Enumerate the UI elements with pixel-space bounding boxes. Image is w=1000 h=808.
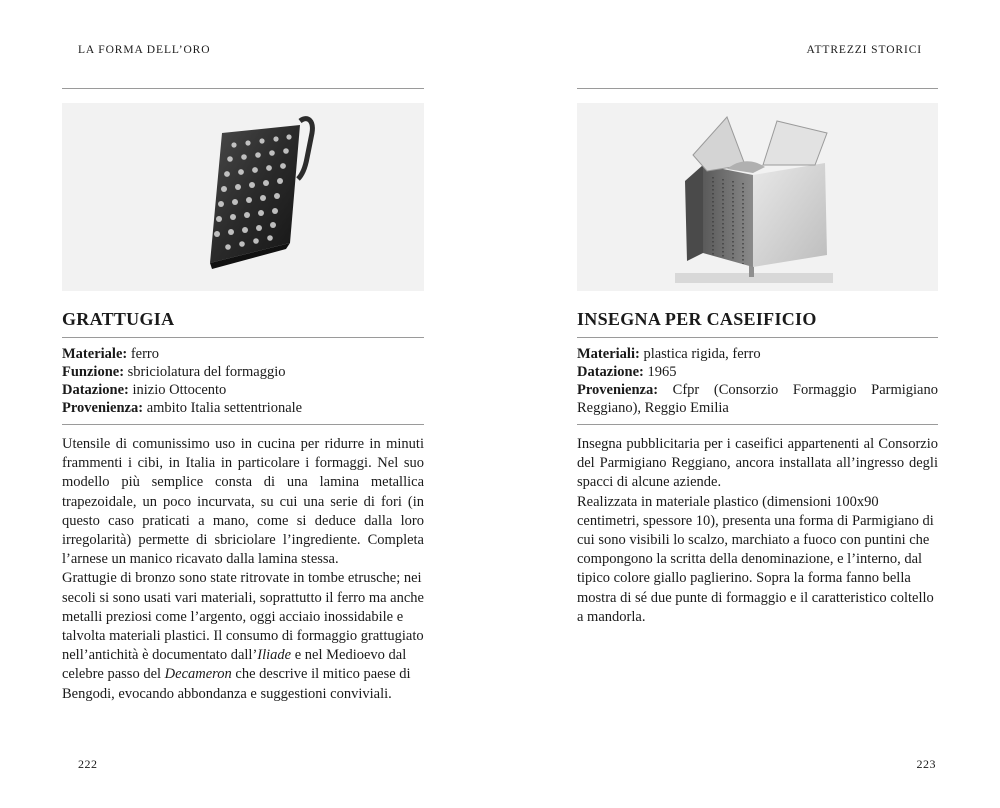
meta-value: Cfpr (Consorzio Formaggio Parmigiano Reggiano), Reggio Emilia <box>577 382 938 416</box>
body-paragraph: Grattugie di bronzo sono state ritrovate in tombe etrusche; nei secoli si sono usati vari materiali, soprattutto il ferro ma anche metalli preziosi come l’argento, oggi acciaio inossidabile e talvolta materiali plastici. Il consumo di formaggio grattugiato nell’antichità è documentato dall’Iliade e nel Medioevo dal celebre passo del Decameron che descrive il mitico paese di Bengodi, evocando abbondanza e suggestioni conviviali. <box>62 570 424 702</box>
metadata-list-left <box>62 345 424 417</box>
meta-value: ferro <box>127 346 160 362</box>
meta-row <box>62 363 424 381</box>
page-number-right: 223 <box>916 757 936 771</box>
grater-illustration <box>62 103 424 291</box>
meta-label: Materiale: <box>62 346 128 362</box>
meta-row <box>577 345 938 363</box>
meta-label: Datazione: <box>577 364 644 380</box>
meta-value: sbriciolatura del formaggio <box>124 364 286 380</box>
meta-value: 1965 <box>643 364 677 380</box>
article-title-left: GRATTUGIA <box>62 309 175 329</box>
header-rule-right <box>577 88 938 89</box>
meta-row <box>577 381 938 417</box>
body-paragraph: Utensile di comunissimo uso in cucina per ridurre in minuti frammenti i cibi, in Italia in particolare i formaggi. Nel suo modello più semplice consta di una lamina metallica trapezoidale, un poco incurvata, su cui una serie di fori (in questo caso praticati a mano, come si deduce dalla loro irregolarità) permette di sbriciolare l’ingrediente. Completa l’arnese un manico ricavato dalla lamina stessa. <box>62 436 424 568</box>
running-head-left: LA FORMA DELL’ORO <box>78 44 211 56</box>
body-paragraph: Insegna pubblicitaria per i caseifici appartenenti al Consorzio del Parmigiano Reggiano, ancora installata all’ingresso degli spacci di alcune aziende. <box>577 436 938 491</box>
meta-row <box>62 399 424 417</box>
metadata-rule-left <box>62 424 424 425</box>
metadata-rule-right <box>577 424 938 425</box>
title-rule-right <box>577 337 938 338</box>
body-paragraph: Realizzata in materiale plastico (dimensioni 100x90 centimetri, spessore 10), presenta una forma di Parmigiano di cui sono visibili lo scalzo, marchiato a fuoco con puntini che compongono la scritta della denominazione, e l’interno, dal tipico colore giallo paglierino. Sopra la forma fanno bella mostra di sé due punte di formaggio e il caratteristico coltello a mandorla. <box>577 493 934 625</box>
meta-value: inizio Ottocento <box>128 382 227 398</box>
book-title-italic: Iliade <box>257 647 292 664</box>
running-head-right: ATTREZZI STORICI <box>806 44 922 56</box>
header-rule-left <box>62 88 424 89</box>
book-title-italic: Decameron <box>164 666 232 683</box>
meta-value: ambito Italia settentrionale <box>143 400 303 416</box>
body-text-right <box>577 435 938 627</box>
article-title-right: INSEGNA PER CASEIFICIO <box>577 309 817 329</box>
meta-label: Funzione: <box>62 364 125 380</box>
meta-label: Materiali: <box>577 346 640 362</box>
cheese-sign-photo <box>577 103 938 291</box>
meta-label: Provenienza: <box>62 400 144 416</box>
meta-label: Datazione: <box>62 382 129 398</box>
right-page <box>577 0 938 808</box>
grater-photo <box>62 103 424 291</box>
meta-label: Provenienza: <box>577 382 659 398</box>
meta-row <box>62 345 424 363</box>
page-number-left: 222 <box>78 757 98 771</box>
cheese-sign-illustration <box>577 103 938 291</box>
left-page <box>62 0 424 808</box>
meta-value: plastica rigida, ferro <box>639 346 761 362</box>
title-rule-left <box>62 337 424 338</box>
metadata-list-right <box>577 345 938 417</box>
body-text-left <box>62 435 424 704</box>
meta-row <box>62 381 424 399</box>
meta-row <box>577 363 938 381</box>
